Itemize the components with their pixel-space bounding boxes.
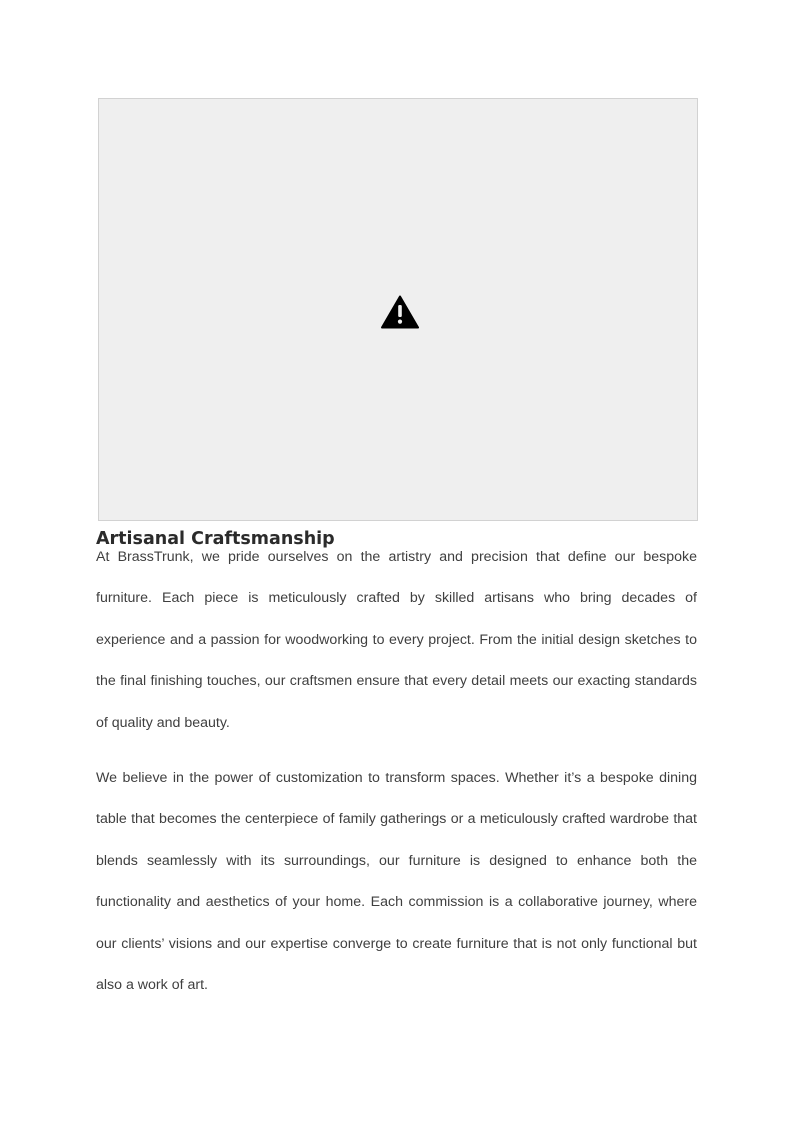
warning-icon: [381, 295, 419, 329]
section-heading: Artisanal Craftsmanship: [96, 529, 335, 549]
body-paragraph: We believe in the power of customization to transform spaces. Whether it’s a bespoke dining table that becomes the centerpiece of family gatherings or a meticulously crafted wardrobe that blends seamlessly with its surroundings, our furniture is designed to enhance both the functionality and aesthetics of your home. Each commission is a collaborative journey, where our clients’ visions and our expertise converge to create furniture that is not only functional but also a work of art.: [96, 770, 697, 994]
body-paragraph: At BrassTrunk, we pride ourselves on the artistry and precision that define our bespoke furniture. Each piece is meticulously crafted by skilled artisans who bring decades of experience and a passion for woodworking to every project. From the initial design sketches to the final finishing touches, our craftsmen ensure that every detail meets our exacting standards of quality and beauty.: [96, 549, 697, 731]
